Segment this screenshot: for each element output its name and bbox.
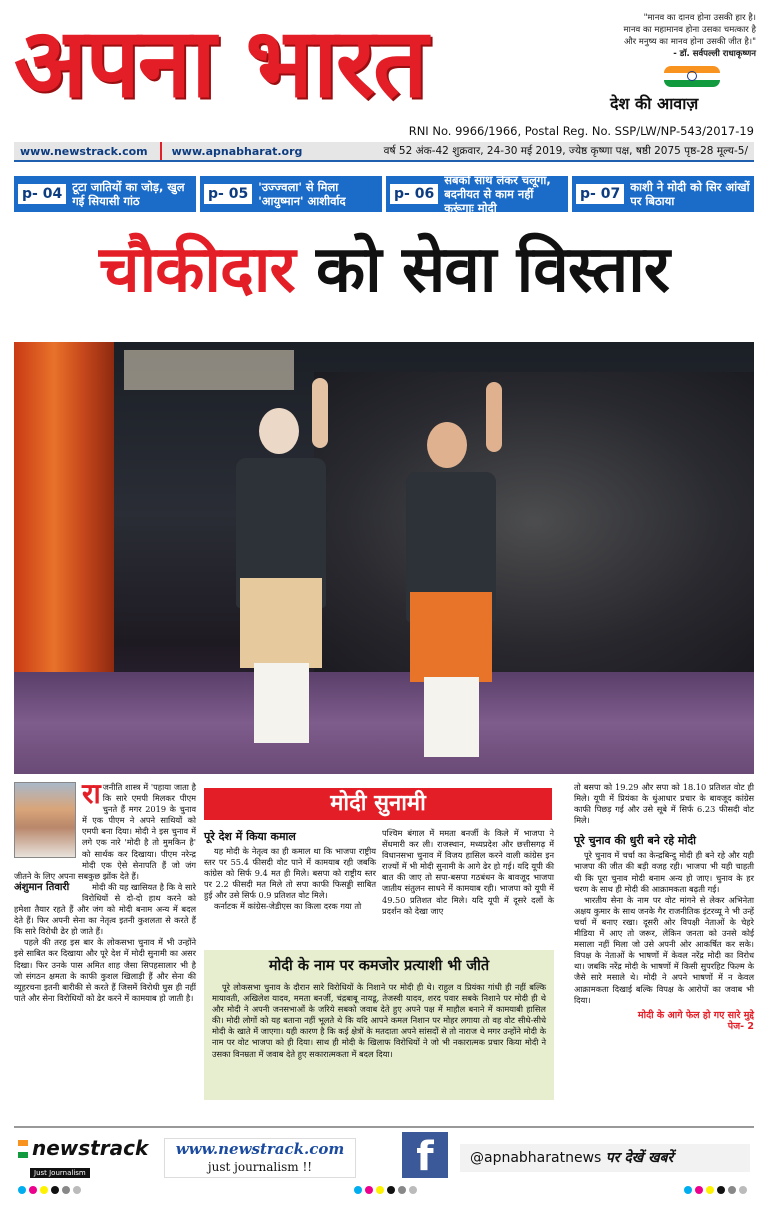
newstrack-logo[interactable]: newstrack Just Journalism: [18, 1136, 158, 1180]
registration-dots: [18, 1186, 81, 1194]
section-banner: मोदी सुनामी: [204, 788, 552, 820]
masthead: [0, 0, 768, 140]
article-column-1: रा जनीति शास्त्र में 'पहाया जाता है कि सारे एमपी मिलकर पीएम चुनते हैं मगर 2019 के चुनाव में एक पीएम ने अपने साथियों को एमपी बना दिया। मोदी ने इस चुनाव में लगे एक नारे 'मोदी है तो मुमकिन है' को सार्थक कर दिखाया। पीएम नरेन्द्र मोदी एक ऐसे सेनापति हैं जो जंग जीतने के लिए अपना सबकुछ झोंक देते हैं। अंशुमान तिवारी मोदी की यह खासियत है कि वे सारे विरोधियों से दो-दो हाथ करने को हमेशा तैयार रहते हैं और जंग को मोदी बनाम अन्य में बदल देते हैं। फिर अपनी सेना का नेतृत्व इतनी कुशलता से करते हैं कि सारे विरोधी ढेर हो जाते हैं। पहले की तरह इस बार के लोकसभा चुनाव में भी उन्होंने इसे साबित कर दिखाया और पूरे देश में मोदी सुनामी का असर दिखा। फिर उनके पास अमित शाह जैसा सिपहसालार भी है जो संगठन क्षमता के काफी कुशल खिलाड़ी हैं और सेना की व्यूहरचना इतनी बारीकी से करते हैं जिसमें विरोधी घुस ही नहीं पाते और सेना विरोधियों को ढेर करने में कामयाब हो जाती है।: [14, 777, 196, 1003]
facebook-handle[interactable]: @apnabharatnews पर देखें खबरें: [460, 1144, 750, 1172]
flag-icon: [18, 1140, 28, 1158]
masthead-title: अपना भारत: [14, 6, 426, 119]
continue-link[interactable]: मोदी के आगे फेल हो गए सारे मुद्दे पेज- 2: [637, 1009, 754, 1032]
article-column-2: पूरे देश में किया कमाल यह मोदी के नेतृत्व का ही कमाल था कि भाजपा राष्ट्रीय स्तर पर 55.4 फीसदी वोट पाने में कामयाब रही जबकि कांग्रेस को सिर्फ 9.4 मत ही मिले। बसपा को राष्ट्रीय स्तर पर 2.2 फीसदी मत मिले तो सपा काफी फिसड्डी साबित हुई और उसे सिर्फ 0.9 प्रतिशत वोट मिले। कर्नाटक में कांग्रेस-जेडीएस का किला दरक गया तो: [204, 830, 376, 912]
main-headline: [14, 222, 754, 318]
teaser-text: काशी ने मोदी को सिर आंखों पर बिठाया: [630, 180, 750, 208]
photo-person-right: [394, 392, 504, 762]
teaser-page-number: p- 06: [390, 184, 438, 204]
highlight-box-title: मोदी के नाम पर कमजोर प्रत्याशी भी जीते: [268, 958, 490, 974]
site-link-apnabharat[interactable]: www.apnabharat.org: [171, 144, 303, 158]
quote-author: - डॉ. सर्वपल्ली राधाकृष्णन: [673, 49, 756, 59]
article-column-4: तो बसपा को 19.29 और सपा को 18.10 प्रतिशत वोट ही मिले। यूपी में प्रियंका के धुंआधार प्रचार के बावजूद कांग्रेस काफी पिछड़ गई और उसे सूबे में सिर्फ 6.23 फीसदी वोट मिले। पूरे चुनाव की धुरी बने रहे मोदी पूरे चुनाव में चर्चा का केन्द्रबिन्दु मोदी ही बने रहे और यही भाजपा की जीत की बड़ी वजह रही। भाजपा भी यही चाहती थी कि पूरा चुनाव मोदी बनाम अन्य हो जाए। चुनाव के हर चरण के साथ ही मोदी की आक्रामकता बढ़ती गई। भारतीय सेना के नाम पर वोट मांगने से लेकर अभिनेता अक्षय कुमार के साथ जनके गैर राजनीतिक इंटरव्यू ने भी उन्हें चर्चा में बनाए रखा। दूसरी ओर विपक्षी नेताओं के चेहरे मीडिया में आए तो जरूर, लेकिन जनता को उनसे कोई मसाला नहीं मिला जो उसे अपनी ओर आकर्षित कर सके। विपक्ष के नेताओं के भाषणों में केवल नरेंद्र मोदी का विरोध था। जबकि नरेंद्र मोदी के भाषणों में किसी सुपरहिट फिल्म के जैसे सारे मसाले थे। मोदी ने अपने भाषणों में न केवल आक्रामकता दिखाई बल्कि विपक्ष के आरोपों का जवाब भी दिया। मोदी के आगे फेल हो गए सारे मुद्दे पेज- 2: [574, 782, 754, 1032]
teaser-page-number: p- 05: [204, 184, 252, 204]
dropcap: रा: [82, 777, 101, 810]
rni-number: RNI No. 9966/1966, Postal Reg. No. SSP/LW/NP-543/2017-19: [408, 124, 754, 138]
teaser-page-05[interactable]: [200, 176, 382, 212]
tricolor-emblem-icon: [664, 66, 720, 88]
headline-part-red: चौकीदार: [99, 233, 295, 307]
article-column-3: पश्चिम बंगाल में ममता बनर्जी के किले में भाजपा ने सेंधमारी कर ली। राजस्थान, मध्यप्रदेश और छत्तीसगढ़ में विधानसभा चुनाव में विजय हासिल करने वाली कांग्रेस इन राज्यों में भी मोदी सुनामी के आगे ढेर हो गई। यदि यूपी की बात की जाए तो सपा-बसपा गठबंधन के बावजूद भाजपा जातीय संतुलन साधने में कामयाब रही। भाजपा को यूपी में 49.50 प्रतिशत वोट मिले। यदि यूपी में दूसरे दलों के प्रदर्शन को देखा जाए: [382, 828, 554, 916]
author-byline: अंशुमान तिवारी: [14, 881, 70, 893]
subheading: पूरे चुनाव की धुरी बने रहे मोदी: [574, 834, 697, 848]
masthead-tagline: देश की आवाज़: [610, 94, 699, 113]
site-link-newstrack[interactable]: www.newstrack.com: [20, 144, 148, 158]
lead-photo: [14, 342, 754, 774]
masthead-quote: "मानव का दानव होना उसकी हार है। मानव का महामानव होना उसका चमत्कार है और मनुष्य का मानव होना उसकी जीत है।" - डॉ. सर्वपल्ली राधाकृष्णन: [596, 12, 756, 60]
registration-dots: [684, 1186, 747, 1194]
highlight-box: [204, 950, 554, 1100]
subheading: पूरे देश में किया कमाल: [204, 830, 296, 843]
page-teasers: [14, 173, 754, 215]
teaser-text: सबको साथ लेकर चलूंगा, बदनीयत से काम नहीं करूंगाः मोदी: [444, 173, 551, 215]
teaser-text: टूटा जातियों का जोड़, खुल गई सियासी गांठ: [72, 180, 185, 208]
teaser-page-number: p- 07: [576, 184, 624, 204]
registration-dots: [354, 1186, 417, 1194]
teaser-page-07[interactable]: [572, 176, 754, 212]
teaser-page-04[interactable]: [14, 176, 196, 212]
highlight-box-text: पूरे लोकसभा चुनाव के दौरान सारे विरोधियों के निशाने पर मोदी ही थे। राहुल व प्रियंका गांधी ही नहीं बल्कि मायावती, अखिलेश यादव, ममता बनर्जी, चंद्रबाबू नायडू, तेजस्वी यादव, शरद पवार सबके निशाने पर मोदी ही थे और मोदी ने अपनी जनसभाओं के जरिये सबको जवाब देते हुए अपने पक्ष में माहौल बनाने में कामयाबी हासिल की। मोदी लोगों को यह बताना नहीं भूलते थे कि यदि आपने कमल निशान पर मोहर लगाया तो वह वोट सीधे-सीधे मोदी के खाते में जाएगा। यही कारण है कि कई क्षेत्रों के मतदाता अपने सांसदों से तो नाराज थे मगर उन्होंने मोदी के नाम पर वोट भाजपा को ही दिया। साथ ही मोदी के खिलाफ विरोधियों ने जो भी नकारात्मक प्रचार किया मोदी ने उसका विनम्रता में जवाब देते हुए सकारात्मकता में बदल दिया।: [212, 982, 546, 1059]
photo-person-left: [224, 378, 344, 758]
teaser-text: 'उज्ज्वला' से मिला 'आयुष्मान' आशीर्वाद: [258, 180, 346, 208]
teaser-page-number: p- 04: [18, 184, 66, 204]
photo-crowd: [314, 372, 754, 672]
lead-article: [14, 777, 754, 1102]
info-bar: [14, 142, 754, 162]
newstrack-web-box[interactable]: www.newstrack.com just journalism !!: [164, 1138, 356, 1178]
headline-part-black: को सेवा विस्तार: [315, 233, 669, 307]
issue-details: वर्ष 52 अंक-42 शुक्रवार, 24-30 मई 2019, ज्येष्ठ कृष्णा पक्ष, षष्ठी 2075 पृष्ठ-28 मूल्य-5/: [383, 145, 748, 157]
footer-ad: [14, 1126, 754, 1192]
teaser-page-06[interactable]: [386, 173, 568, 215]
facebook-icon[interactable]: f: [402, 1132, 448, 1178]
author-photo: [14, 782, 76, 858]
